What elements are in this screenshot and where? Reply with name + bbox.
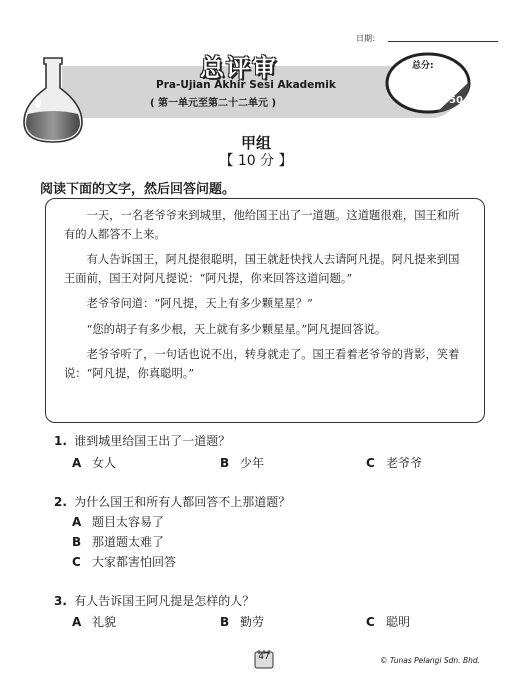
option-2b[interactable]: [72, 533, 164, 550]
question-number: 2.: [54, 495, 67, 509]
question-1: [54, 432, 230, 449]
page-subtitle: Pra-Ujian Akhir Sesi Akademik: [156, 79, 336, 91]
copyright: © Tunas Pelangi Sdn. Bhd.: [380, 656, 480, 665]
score-label: 总分:: [412, 61, 434, 71]
option-3c[interactable]: [366, 613, 410, 630]
question-text: 有人告诉国王阿凡提是怎样的人？: [74, 594, 255, 608]
passage-paragraph: 老爷爷听了，一句话也说不出，转身就走了。国王看着老爷爷的背影，笑着说：“阿凡提，你真聪明。”: [64, 348, 460, 380]
option-letter: C: [366, 456, 375, 470]
option-letter: C: [366, 615, 375, 629]
option-text: 题目太容易了: [92, 515, 165, 529]
option-text: 少年: [240, 456, 265, 470]
option-letter: A: [72, 456, 82, 470]
option-3a[interactable]: [72, 613, 116, 630]
question-2: [54, 493, 290, 510]
passage-paragraph: 老爷爷问道：“阿凡提，天上有多少颗星星？”: [86, 297, 313, 310]
reading-passage: [45, 198, 485, 423]
date-label: 日期：: [356, 34, 380, 43]
option-text: 老爷爷: [386, 456, 423, 470]
unit-range: ( 第一单元至第二十二单元 ): [150, 98, 277, 109]
option-3b[interactable]: [220, 613, 264, 630]
date-line: [388, 41, 498, 42]
option-1a[interactable]: [72, 454, 116, 471]
question-number: 1.: [54, 434, 67, 448]
page-number: 47: [258, 652, 270, 662]
passage-paragraph: 有人告诉国王，阿凡提很聪明，国王就赶快找人去请阿凡提。阿凡提来到国王面前，国王对阿凡提说：“阿凡提，你来回答这道问题。”: [64, 253, 460, 285]
option-2c[interactable]: [72, 553, 176, 570]
option-text: 聪明: [386, 615, 411, 629]
option-1c[interactable]: [366, 454, 422, 471]
option-1b[interactable]: [220, 454, 264, 471]
option-text: 女人: [92, 456, 117, 470]
option-letter: B: [72, 535, 82, 549]
option-text: 那道题太难了: [92, 535, 165, 549]
section-title: 甲组: [240, 134, 271, 152]
option-letter: A: [72, 515, 82, 529]
score-max: 50: [449, 95, 463, 106]
option-letter: B: [220, 615, 230, 629]
passage-paragraph: “您的胡子有多少根，天上就有多少颗星星。”阿凡提回答说。: [86, 322, 387, 336]
question-text: 谁到城里给国王出了一道题？: [74, 434, 231, 448]
instruction: 阅读下面的文字，然后回答问题。: [40, 182, 236, 197]
option-letter: C: [72, 555, 81, 569]
option-text: 大家都害怕回答: [92, 555, 177, 569]
page-title: 总评审: [200, 54, 278, 82]
question-text: 为什么国王和所有人都回答不上那道题？: [74, 495, 291, 509]
section-marks: 【 10 分 】: [219, 153, 293, 169]
option-letter: B: [220, 456, 230, 470]
option-2a[interactable]: [72, 513, 164, 530]
question-3: [54, 592, 254, 609]
question-number: 3.: [54, 594, 67, 608]
passage-paragraph: 一天，一名老爷爷来到城里，他给国王出了一道题。这道题很难，国王和所有的人都答不上来。: [64, 209, 460, 241]
option-letter: A: [72, 615, 82, 629]
option-text: 勤劳: [240, 615, 265, 629]
option-text: 礼貌: [92, 615, 117, 629]
